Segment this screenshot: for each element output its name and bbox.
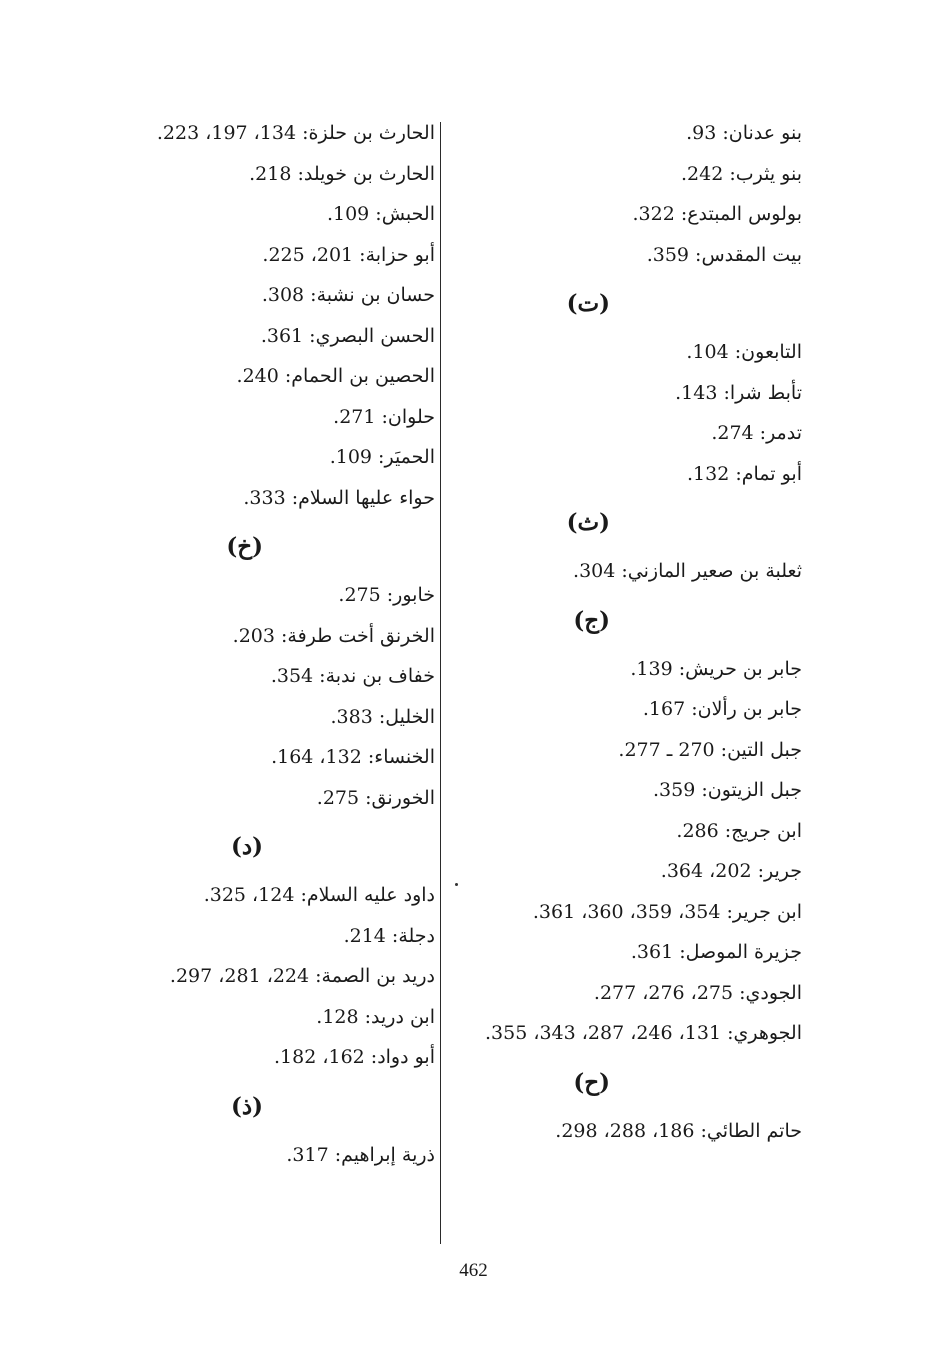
index-entry: ثعلبة بن صعير المازني: 304. (573, 560, 802, 582)
stray-mark (455, 883, 458, 886)
section-heading-h: (ح) (573, 1068, 610, 1096)
index-entry: جبل الزيتون: 359. (652, 779, 802, 801)
index-entry: دجلة: 214. (343, 924, 435, 947)
index-entry: تأبط شرا: 143. (675, 381, 802, 404)
index-entry: حسان بن نشبة: 308. (261, 284, 435, 306)
index-entry: بنو يثرب: 242. (680, 162, 802, 185)
index-entry: الحارث بن حلزة: 134، 197، 223. (156, 122, 435, 144)
page-number: 462 (459, 1260, 488, 1281)
index-entry: أبو تمام: 132. (686, 462, 802, 485)
index-entry: الجودي: 275، 276، 277. (593, 981, 802, 1004)
index-entry: ابن جريج: 286. (676, 819, 802, 842)
index-entry: الحصين بن الحمام: 240. (236, 365, 435, 387)
column-divider (440, 122, 441, 1244)
section-heading-dh: (ذ) (230, 1092, 263, 1120)
index-entry: جزيرة الموصل: 361. (630, 941, 802, 963)
index-entry: ذرية إبراهيم: 317. (286, 1143, 435, 1166)
index-entry: جابر بن رألان: 167. (642, 698, 802, 720)
index-entry: حاتم الطائي: 186، 288، 298. (555, 1119, 802, 1142)
index-entry: جابر بن حريش: 139. (630, 657, 802, 680)
section-heading-j: (ج) (573, 606, 610, 634)
index-column-right (442, 113, 802, 1151)
index-entry: الخرنق أخت طرفة: 203. (232, 624, 435, 647)
index-entry: أبو حزابة: 201، 225. (262, 243, 435, 266)
index-entry: الخورنق: 275. (316, 786, 435, 809)
index-entry: حواء عليها السلام: 333. (243, 486, 435, 509)
index-entry: التابعون: 104. (686, 341, 802, 363)
index-entry: الحارث بن خويلد: 218. (249, 162, 435, 185)
index-entry: أبو دواد: 162، 182. (274, 1046, 435, 1068)
index-entry: ابن جرير: 354، 359، 360، 361. (532, 900, 802, 923)
index-entry: الخليل: 383. (330, 705, 435, 728)
index-entry: داود عليه السلام: 124، 325. (203, 884, 435, 906)
section-heading-th: (ث) (566, 509, 610, 536)
index-entry: حلوان: 271. (333, 405, 435, 428)
section-heading-kh: (خ) (226, 533, 263, 560)
index-entry: جرير: 202، 364. (660, 860, 802, 882)
section-heading-t: (ت) (566, 290, 610, 317)
index-entry: خفاف بن ندبة: 354. (270, 665, 435, 687)
index-entry: بنو عدنان: 93. (686, 122, 802, 144)
index-entry: الخنساء: 132، 164. (271, 746, 435, 768)
index-entry: ابن دريد: 128. (316, 1005, 435, 1028)
index-entry: الحسن البصري: 361. (260, 324, 435, 347)
index-entry: بولوس المبتدع: 322. (632, 203, 802, 225)
index-entry: تدمر: 274. (711, 422, 802, 444)
index-entry: الحبش: 109. (326, 203, 435, 225)
index-entry: دريد بن الصمة: 224، 281، 297. (169, 965, 435, 987)
index-entry: بيت المقدس: 359. (646, 243, 802, 266)
index-entry: جبل التين: 270 ـ 277. (618, 738, 802, 761)
index-column-left (35, 113, 435, 1175)
section-heading-d: (د) (230, 833, 263, 860)
index-entry: الجوهري: 131، 246، 287، 343، 355. (484, 1022, 802, 1044)
index-entry: الحميَر: 109. (329, 446, 435, 468)
index-entry: خابور: 275. (338, 584, 435, 606)
